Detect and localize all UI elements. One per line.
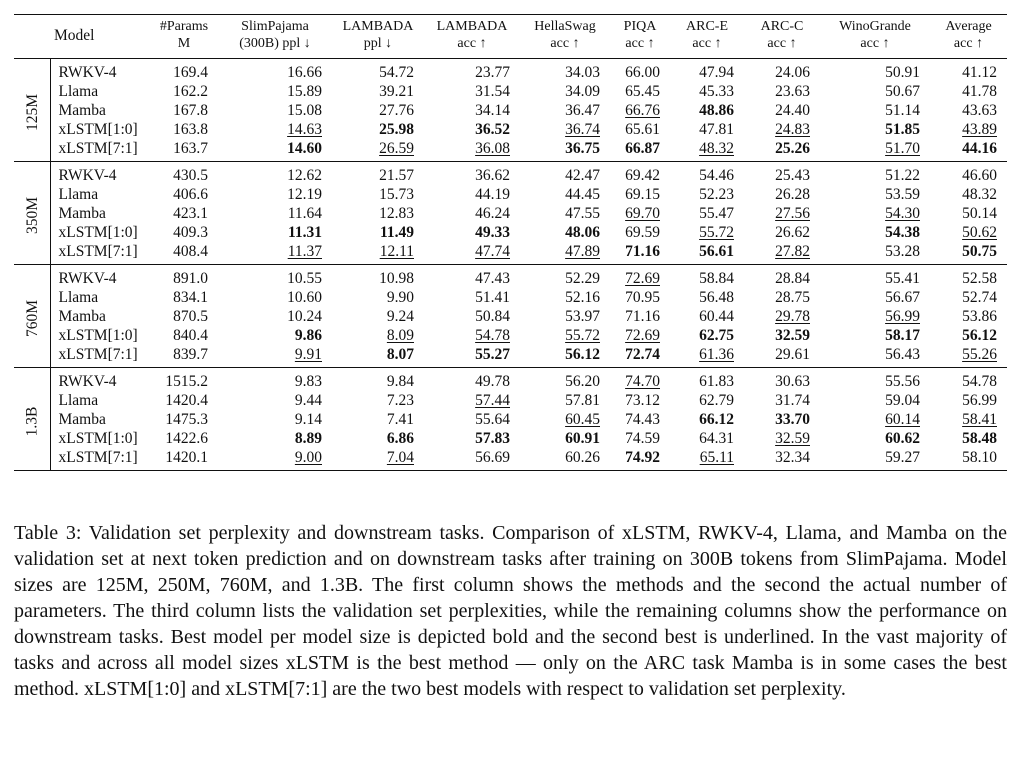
value-cell: 36.52 <box>475 121 510 138</box>
column-header <box>610 15 670 59</box>
column-header <box>332 15 424 59</box>
model-size-label <box>14 368 50 471</box>
model-size-group <box>14 265 1007 368</box>
value-cell: 1515.2 <box>165 373 208 390</box>
table-row <box>14 429 1007 448</box>
value-cell: 29.78 <box>775 308 810 325</box>
value-cell: 50.62 <box>962 224 997 241</box>
column-header-line2: acc ↑ <box>625 36 655 51</box>
value-cell: 56.61 <box>699 243 734 260</box>
value-cell: 9.86 <box>294 327 322 344</box>
value-cell: 834.1 <box>173 289 208 306</box>
model-size-group <box>14 162 1007 265</box>
value-cell: 62.79 <box>699 392 734 409</box>
value-cell: 9.44 <box>294 392 322 409</box>
value-cell: 42.47 <box>565 167 600 184</box>
table-row <box>14 368 1007 392</box>
column-header <box>820 15 930 59</box>
value-cell: 72.69 <box>625 270 660 287</box>
value-cell: 52.23 <box>699 186 734 203</box>
table-row <box>14 139 1007 162</box>
value-cell: 9.14 <box>294 411 322 428</box>
value-cell: 36.75 <box>565 140 600 157</box>
model-name-cell: RWKV-4 <box>58 64 117 81</box>
value-cell: 9.90 <box>386 289 414 306</box>
value-cell: 43.89 <box>962 121 997 138</box>
table-row <box>14 345 1007 368</box>
value-cell: 23.63 <box>775 83 810 100</box>
value-cell: 49.33 <box>475 224 510 241</box>
value-cell: 32.59 <box>775 327 810 344</box>
value-cell: 74.92 <box>625 449 660 466</box>
value-cell: 25.26 <box>775 140 810 157</box>
model-name-cell: xLSTM[7:1] <box>58 243 138 260</box>
value-cell: 56.20 <box>565 373 600 390</box>
column-header <box>424 15 520 59</box>
table-row <box>14 120 1007 139</box>
value-cell: 55.47 <box>699 205 734 222</box>
model-size-label <box>14 265 50 368</box>
value-cell: 47.55 <box>565 205 600 222</box>
value-cell: 24.06 <box>775 64 810 81</box>
model-name-cell: Llama <box>58 83 99 100</box>
value-cell: 9.24 <box>386 308 414 325</box>
column-header-line2: M <box>177 36 191 51</box>
model-name-cell: Mamba <box>58 205 106 222</box>
value-cell: 12.62 <box>287 167 322 184</box>
value-cell: 31.74 <box>775 392 810 409</box>
value-cell: 71.16 <box>625 308 660 325</box>
model-name-cell: Llama <box>58 392 99 409</box>
value-cell: 58.17 <box>885 327 920 344</box>
value-cell: 1420.1 <box>165 449 208 466</box>
column-header-line1: Average <box>945 19 992 34</box>
value-cell: 9.83 <box>294 373 322 390</box>
value-cell: 66.00 <box>625 64 660 81</box>
value-cell: 891.0 <box>173 270 208 287</box>
value-cell: 12.19 <box>287 186 322 203</box>
value-cell: 59.27 <box>885 449 920 466</box>
value-cell: 51.70 <box>885 140 920 157</box>
value-cell: 57.44 <box>475 392 510 409</box>
value-cell: 56.43 <box>885 346 920 363</box>
value-cell: 58.41 <box>962 411 997 428</box>
column-header-line1: LAMBADA <box>342 19 414 34</box>
column-header <box>218 15 332 59</box>
model-name-cell: xLSTM[7:1] <box>58 449 138 466</box>
value-cell: 55.72 <box>565 327 600 344</box>
value-cell: 9.91 <box>294 346 322 363</box>
value-cell: 47.74 <box>475 243 510 260</box>
column-header-line2: ppl ↓ <box>363 36 393 51</box>
value-cell: 57.83 <box>475 430 510 447</box>
value-cell: 74.59 <box>625 430 660 447</box>
value-cell: 36.08 <box>475 140 510 157</box>
value-cell: 14.63 <box>287 121 322 138</box>
value-cell: 46.60 <box>962 167 997 184</box>
value-cell: 44.16 <box>962 140 997 157</box>
value-cell: 50.75 <box>962 243 997 260</box>
value-cell: 11.37 <box>287 243 322 260</box>
model-name-cell: xLSTM[7:1] <box>58 140 138 157</box>
column-header-line1: LAMBADA <box>436 19 508 34</box>
value-cell: 56.48 <box>699 289 734 306</box>
value-cell: 839.7 <box>173 346 208 363</box>
value-cell: 24.83 <box>775 121 810 138</box>
value-cell: 31.54 <box>475 83 510 100</box>
value-cell: 54.30 <box>885 205 920 222</box>
value-cell: 55.72 <box>699 224 734 241</box>
value-cell: 167.8 <box>173 102 208 119</box>
value-cell: 24.40 <box>775 102 810 119</box>
table-row <box>14 82 1007 101</box>
value-cell: 47.89 <box>565 243 600 260</box>
value-cell: 30.63 <box>775 373 810 390</box>
results-table <box>14 14 1007 471</box>
value-cell: 26.62 <box>775 224 810 241</box>
column-header <box>520 15 610 59</box>
value-cell: 409.3 <box>173 224 208 241</box>
value-cell: 73.12 <box>625 392 660 409</box>
model-size-group <box>14 368 1007 471</box>
model-size-text: 350M <box>24 196 42 234</box>
value-cell: 7.41 <box>386 411 414 428</box>
model-size-label <box>14 59 50 162</box>
value-cell: 72.69 <box>625 327 660 344</box>
value-cell: 58.10 <box>962 449 997 466</box>
column-header-line1: SlimPajama <box>241 19 309 34</box>
model-size-text: 760M <box>24 299 42 337</box>
model-name-cell: Llama <box>58 289 99 306</box>
value-cell: 51.85 <box>885 121 920 138</box>
table-row <box>14 185 1007 204</box>
value-cell: 56.67 <box>885 289 920 306</box>
value-cell: 62.75 <box>699 327 734 344</box>
value-cell: 60.44 <box>699 308 734 325</box>
value-cell: 14.60 <box>287 140 322 157</box>
value-cell: 32.34 <box>775 449 810 466</box>
column-header <box>150 15 218 59</box>
value-cell: 53.59 <box>885 186 920 203</box>
value-cell: 36.47 <box>565 102 600 119</box>
value-cell: 840.4 <box>173 327 208 344</box>
value-cell: 16.66 <box>287 64 322 81</box>
value-cell: 64.31 <box>699 430 734 447</box>
value-cell: 57.81 <box>565 392 600 409</box>
value-cell: 70.95 <box>625 289 660 306</box>
table-row <box>14 448 1007 471</box>
model-size-label <box>14 162 50 265</box>
table-row <box>14 59 1007 83</box>
column-header-line1: ARC-E <box>686 19 728 34</box>
value-cell: 33.70 <box>775 411 810 428</box>
model-size-group <box>14 59 1007 162</box>
value-cell: 10.24 <box>287 308 322 325</box>
value-cell: 163.8 <box>173 121 208 138</box>
column-header-line1: #Params <box>159 19 209 34</box>
value-cell: 51.41 <box>475 289 510 306</box>
value-cell: 34.09 <box>565 83 600 100</box>
table-row <box>14 162 1007 186</box>
value-cell: 8.09 <box>386 327 414 344</box>
value-cell: 163.7 <box>173 140 208 157</box>
value-cell: 50.67 <box>885 83 920 100</box>
value-cell: 52.29 <box>565 270 600 287</box>
table-row <box>14 204 1007 223</box>
value-cell: 32.59 <box>775 430 810 447</box>
model-name-cell: Mamba <box>58 411 106 428</box>
value-cell: 39.21 <box>379 83 414 100</box>
model-name-cell: Mamba <box>58 308 106 325</box>
value-cell: 9.84 <box>386 373 414 390</box>
value-cell: 52.58 <box>962 270 997 287</box>
value-cell: 27.82 <box>775 243 810 260</box>
table-row <box>14 307 1007 326</box>
value-cell: 51.14 <box>885 102 920 119</box>
table-row <box>14 242 1007 265</box>
table-row <box>14 326 1007 345</box>
value-cell: 162.2 <box>173 83 208 100</box>
value-cell: 69.15 <box>625 186 660 203</box>
value-cell: 27.76 <box>379 102 414 119</box>
value-cell: 60.62 <box>885 430 920 447</box>
value-cell: 60.91 <box>565 430 600 447</box>
value-cell: 430.5 <box>173 167 208 184</box>
value-cell: 11.31 <box>287 224 322 241</box>
column-header-line2: acc ↑ <box>767 36 797 51</box>
value-cell: 53.86 <box>962 308 997 325</box>
column-header-line2: (300B) ppl ↓ <box>239 36 311 51</box>
value-cell: 66.12 <box>699 411 734 428</box>
table-row <box>14 288 1007 307</box>
value-cell: 44.45 <box>565 186 600 203</box>
value-cell: 408.4 <box>173 243 208 260</box>
value-cell: 65.11 <box>699 449 734 466</box>
value-cell: 27.56 <box>775 205 810 222</box>
value-cell: 26.59 <box>379 140 414 157</box>
value-cell: 28.75 <box>775 289 810 306</box>
value-cell: 69.42 <box>625 167 660 184</box>
column-header-line1: PIQA <box>623 19 657 34</box>
value-cell: 47.94 <box>699 64 734 81</box>
value-cell: 7.23 <box>386 392 414 409</box>
value-cell: 12.83 <box>379 205 414 222</box>
value-cell: 50.14 <box>962 205 997 222</box>
value-cell: 423.1 <box>173 205 208 222</box>
value-cell: 6.86 <box>386 430 414 447</box>
value-cell: 50.91 <box>885 64 920 81</box>
value-cell: 58.84 <box>699 270 734 287</box>
header-row <box>14 15 1007 59</box>
model-name-cell: Mamba <box>58 102 106 119</box>
value-cell: 36.74 <box>565 121 600 138</box>
header-corner <box>14 15 50 59</box>
value-cell: 36.62 <box>475 167 510 184</box>
model-name-cell: xLSTM[1:0] <box>58 121 138 138</box>
value-cell: 1422.6 <box>165 430 208 447</box>
value-cell: 54.46 <box>699 167 734 184</box>
value-cell: 15.73 <box>379 186 414 203</box>
model-name-cell: xLSTM[1:0] <box>58 327 138 344</box>
value-cell: 26.28 <box>775 186 810 203</box>
table-row <box>14 410 1007 429</box>
column-header-line2: acc ↑ <box>550 36 580 51</box>
model-name-cell: RWKV-4 <box>58 270 117 287</box>
value-cell: 52.74 <box>962 289 997 306</box>
value-cell: 23.77 <box>475 64 510 81</box>
value-cell: 43.63 <box>962 102 997 119</box>
table-row <box>14 265 1007 289</box>
value-cell: 48.86 <box>699 102 734 119</box>
value-cell: 48.06 <box>565 224 600 241</box>
results-table-container <box>14 14 1007 471</box>
value-cell: 47.81 <box>699 121 734 138</box>
table-row <box>14 391 1007 410</box>
table-header <box>14 15 1007 59</box>
column-header-line1: Model <box>54 26 95 44</box>
value-cell: 61.36 <box>699 346 734 363</box>
column-header-line1: HellaSwag <box>534 19 596 34</box>
value-cell: 66.76 <box>625 102 660 119</box>
value-cell: 21.57 <box>379 167 414 184</box>
value-cell: 74.43 <box>625 411 660 428</box>
value-cell: 34.14 <box>475 102 510 119</box>
value-cell: 8.07 <box>386 346 414 363</box>
value-cell: 55.64 <box>475 411 510 428</box>
column-header-line1: WinoGrande <box>839 19 911 34</box>
model-name-cell: xLSTM[1:0] <box>58 224 138 241</box>
value-cell: 55.41 <box>885 270 920 287</box>
value-cell: 61.83 <box>699 373 734 390</box>
value-cell: 48.32 <box>962 186 997 203</box>
value-cell: 41.78 <box>962 83 997 100</box>
value-cell: 1420.4 <box>165 392 208 409</box>
value-cell: 46.24 <box>475 205 510 222</box>
value-cell: 55.27 <box>475 346 510 363</box>
value-cell: 56.99 <box>885 308 920 325</box>
model-size-text: 125M <box>24 93 42 131</box>
value-cell: 53.28 <box>885 243 920 260</box>
value-cell: 48.32 <box>699 140 734 157</box>
model-size-text: 1.3B <box>23 406 41 436</box>
value-cell: 45.33 <box>699 83 734 100</box>
model-name-cell: xLSTM[1:0] <box>58 430 138 447</box>
value-cell: 51.22 <box>885 167 920 184</box>
column-header-line2: acc ↑ <box>953 36 984 51</box>
value-cell: 29.61 <box>775 346 810 363</box>
value-cell: 15.89 <box>287 83 322 100</box>
value-cell: 41.12 <box>962 64 997 81</box>
value-cell: 69.70 <box>625 205 660 222</box>
table-row <box>14 223 1007 242</box>
value-cell: 60.26 <box>565 449 600 466</box>
value-cell: 60.45 <box>565 411 600 428</box>
value-cell: 65.61 <box>625 121 660 138</box>
value-cell: 71.16 <box>625 243 660 260</box>
column-header-line1: ARC-C <box>760 19 804 34</box>
value-cell: 74.70 <box>625 373 660 390</box>
value-cell: 56.69 <box>475 449 510 466</box>
table-row <box>14 101 1007 120</box>
value-cell: 50.84 <box>475 308 510 325</box>
value-cell: 54.38 <box>885 224 920 241</box>
value-cell: 28.84 <box>775 270 810 287</box>
column-header <box>744 15 820 59</box>
value-cell: 72.74 <box>625 346 660 363</box>
value-cell: 10.98 <box>379 270 414 287</box>
value-cell: 11.49 <box>379 224 414 241</box>
value-cell: 34.03 <box>565 64 600 81</box>
value-cell: 54.78 <box>962 373 997 390</box>
model-name-cell: RWKV-4 <box>58 167 117 184</box>
value-cell: 55.26 <box>962 346 997 363</box>
value-cell: 60.14 <box>885 411 920 428</box>
table-caption: Table 3: Validation set perplexity and downstream tasks. Comparison of xLSTM, RWKV-4, Llama, and Mamba on the validation set at next token prediction and on downstream tasks after training on 300B tokens from SlimPajama. Model sizes are 125M, 250M, 760M, and 1.3B. The first column shows the methods and the second the actual number of parameters. The third column lists the validation set perplexities, while the remaining columns show the performance on downstream tasks. Best model per model size is depicted bold and the second best is underlined. In the vast majority of tasks and across all model sizes xLSTM is the best method — only on the ARC task Mamba is in some cases the best method. xLSTM[1:0] and xLSTM[7:1] are the two best models with respect to validation set perplexity. <box>14 522 1007 700</box>
value-cell: 1475.3 <box>165 411 208 428</box>
value-cell: 25.98 <box>379 121 414 138</box>
value-cell: 69.59 <box>625 224 660 241</box>
value-cell: 66.87 <box>625 140 660 157</box>
value-cell: 8.89 <box>294 430 322 447</box>
value-cell: 52.16 <box>565 289 600 306</box>
column-header <box>50 15 150 59</box>
value-cell: 25.43 <box>775 167 810 184</box>
value-cell: 12.11 <box>379 243 414 260</box>
value-cell: 406.6 <box>173 186 208 203</box>
value-cell: 56.12 <box>565 346 600 363</box>
value-cell: 11.64 <box>287 205 322 222</box>
value-cell: 7.04 <box>386 449 414 466</box>
value-cell: 58.48 <box>962 430 997 447</box>
value-cell: 870.5 <box>173 308 208 325</box>
value-cell: 9.00 <box>294 449 322 466</box>
value-cell: 55.56 <box>885 373 920 390</box>
column-header <box>930 15 1007 59</box>
column-header <box>670 15 744 59</box>
column-header-line2: acc ↑ <box>457 36 487 51</box>
value-cell: 54.72 <box>379 64 414 81</box>
value-cell: 169.4 <box>173 64 208 81</box>
value-cell: 59.04 <box>885 392 920 409</box>
model-name-cell: xLSTM[7:1] <box>58 346 138 363</box>
value-cell: 44.19 <box>475 186 510 203</box>
value-cell: 49.78 <box>475 373 510 390</box>
value-cell: 10.55 <box>287 270 322 287</box>
value-cell: 47.43 <box>475 270 510 287</box>
value-cell: 53.97 <box>565 308 600 325</box>
value-cell: 56.12 <box>962 327 997 344</box>
value-cell: 56.99 <box>962 392 997 409</box>
model-name-cell: RWKV-4 <box>58 373 117 390</box>
value-cell: 54.78 <box>475 327 510 344</box>
column-header-line2: acc ↑ <box>860 36 890 51</box>
value-cell: 10.60 <box>287 289 322 306</box>
model-name-cell: Llama <box>58 186 99 203</box>
column-header-line2: acc ↑ <box>692 36 722 51</box>
value-cell: 65.45 <box>625 83 660 100</box>
value-cell: 15.08 <box>287 102 322 119</box>
